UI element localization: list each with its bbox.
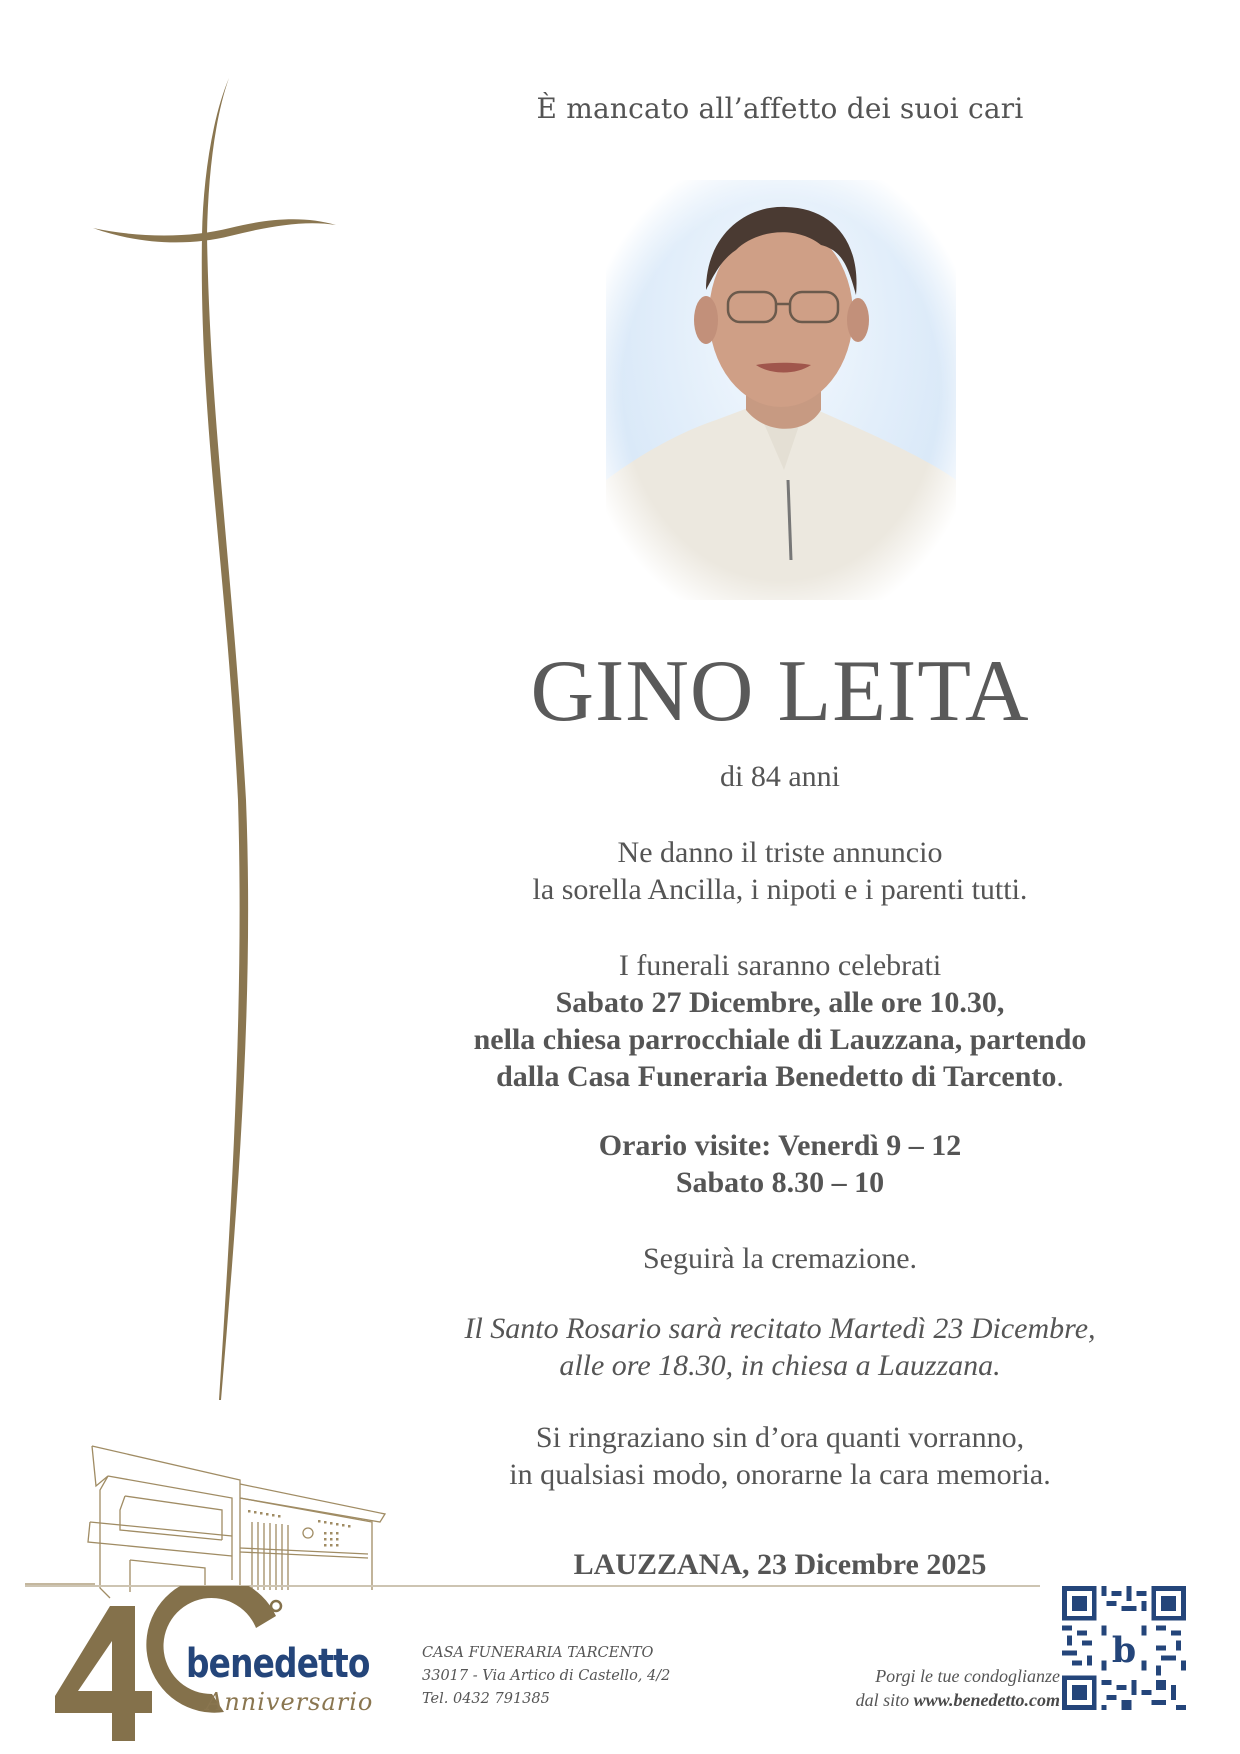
visiting-hours [430,1127,1130,1201]
funeral-church: nella chiesa parrocchiale di Lauzzana, partendo [473,1023,1087,1056]
funeral-home-street: 33017 - Via Artico di Castello, 4/2 [422,1668,671,1684]
benedetto-logo-text: benedetto [186,1641,370,1687]
announcement-line: Ne danno il triste annuncio [617,836,943,869]
funeral-details [430,947,1130,1095]
cross-icon [0,0,400,1420]
qr-code-icon[interactable] [1062,1586,1186,1710]
funeral-departure-text: dalla Casa Funeraria Benedetto di Tarcento [496,1060,1057,1093]
announcement [430,834,1130,908]
anniversario-logo-text: Anniversario [206,1688,374,1716]
thanks-line: Si ringraziano sin d’ora quanti vorranno, [535,1421,1025,1454]
building-illustration-icon [0,1440,420,1600]
funeral-intro: I funerali saranno celebrati [618,949,942,982]
qr-center-letter: b [1111,1629,1137,1671]
deceased-age: di 84 anni [720,760,840,793]
website-link[interactable]: www.benedetto.com [913,1690,1060,1710]
funeral-home-phone: Tel. 0432 791385 [422,1691,550,1707]
funeral-home-address [422,1642,670,1711]
thanks-note [430,1419,1130,1493]
portrait-illustration [606,180,956,600]
funeral-home-name: CASA FUNERARIA TARCENTO [422,1645,654,1661]
funeral-departure [430,1058,1130,1095]
place-date: LAUZZANA, 23 Dicembre 2025 [573,1548,987,1581]
intro-text: È mancato all’affetto dei suoi cari [536,92,1024,125]
cremation-note: Seguirà la cremazione. [642,1242,918,1275]
announcement-line: la sorella Ancilla, i nipoti e i parenti tutti. [532,873,1028,906]
rosary-line: Il Santo Rosario sarà recitato Martedì 23 Dicembre, [464,1312,1096,1345]
rosary-note [430,1310,1130,1384]
thanks-line: in qualsiasi modo, onorarne la cara memoria. [509,1458,1051,1491]
condolences-site-line [800,1688,1060,1712]
condolences-prefix: dal sito [855,1690,914,1710]
rosary-line: alle ore 18.30, in chiesa a Lauzzana. [559,1349,1001,1382]
condolences-note [800,1664,1060,1712]
condolences-line: Porgi le tue condoglianze [875,1666,1060,1686]
visiting-hours-line: Orario visite: Venerdì 9 – 12 [598,1129,962,1162]
funeral-departure-period: . [1056,1060,1064,1093]
funeral-date: Sabato 27 Dicembre, alle ore 10.30, [555,986,1005,1019]
visiting-hours-line: Sabato 8.30 – 10 [675,1166,885,1199]
deceased-photo [606,180,956,600]
deceased-name: GINO LEITA [530,643,1030,740]
